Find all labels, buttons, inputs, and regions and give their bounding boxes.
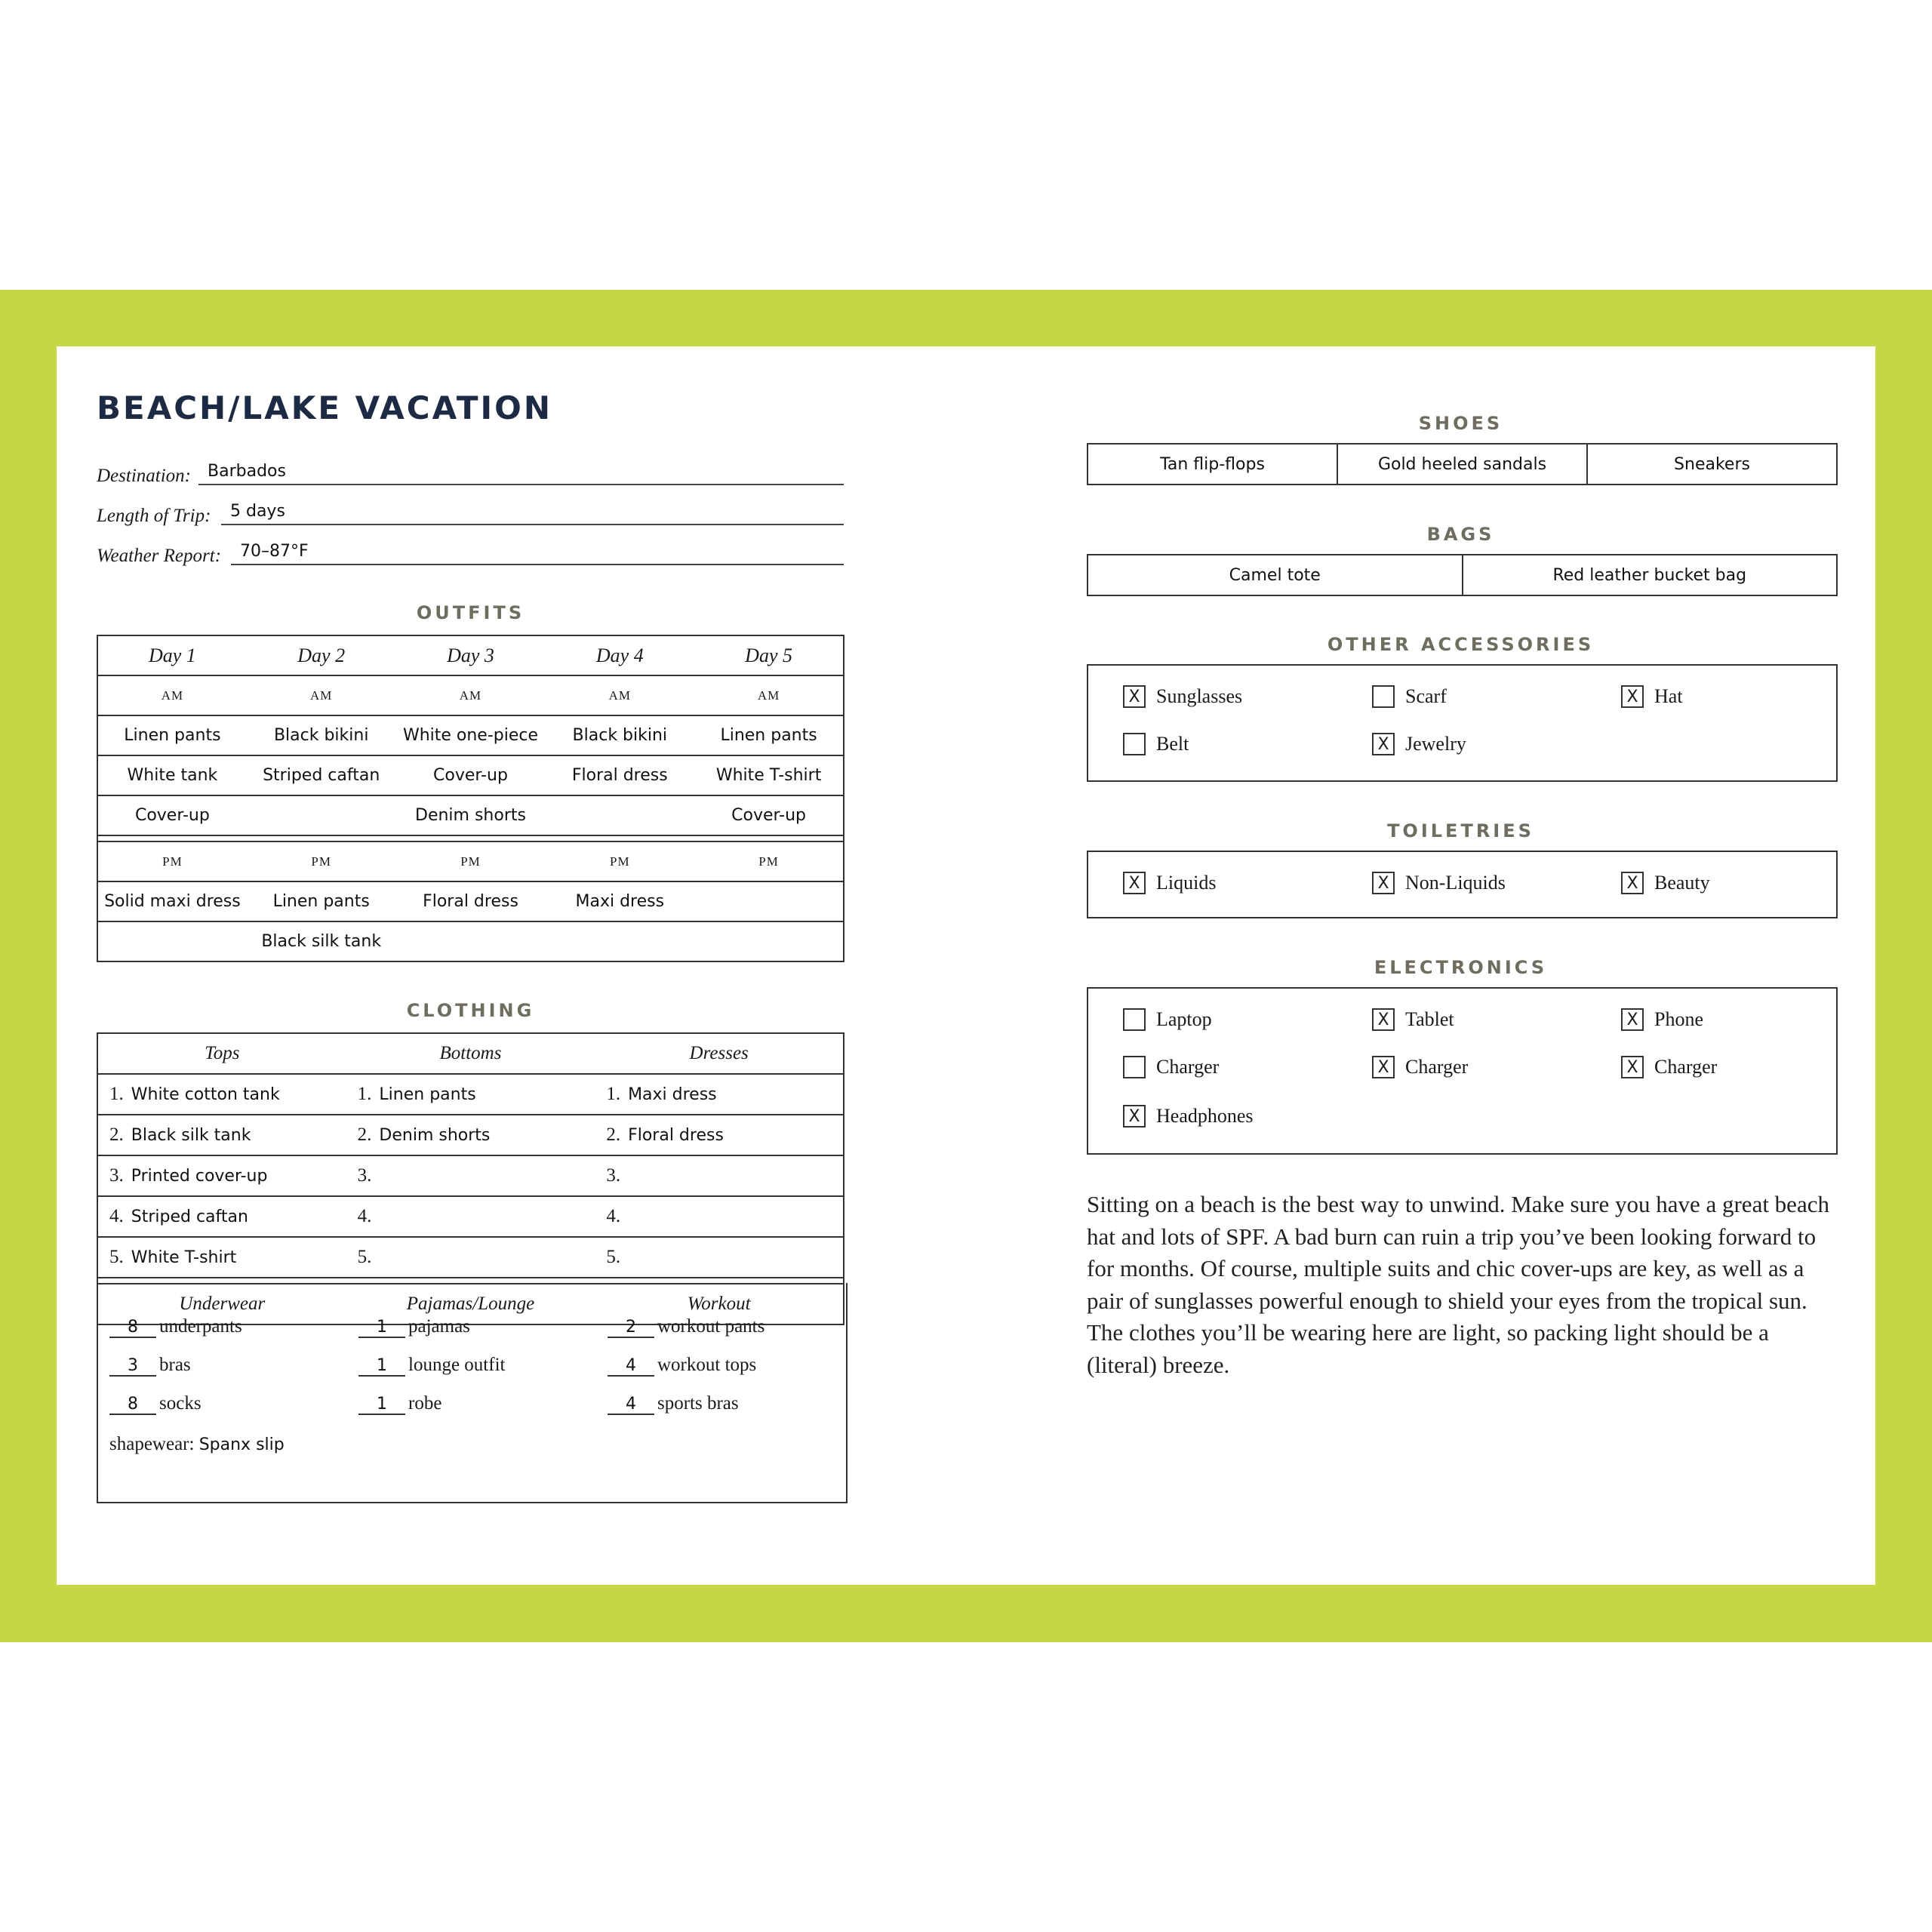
clothing-row	[97, 1237, 844, 1278]
check-box[interactable]: X	[1372, 872, 1395, 894]
row-number: 1.	[606, 1084, 621, 1104]
row-number: 5.	[606, 1247, 621, 1267]
row-number: 3.	[606, 1165, 621, 1186]
count-line	[608, 1393, 739, 1415]
destination-value: Barbados	[208, 462, 286, 481]
check-box[interactable]: X	[1372, 1056, 1395, 1078]
checkbox-item[interactable]	[1372, 733, 1466, 755]
count-line	[608, 1316, 764, 1338]
bags-list	[1087, 554, 1838, 596]
pm-label: PM	[396, 841, 546, 881]
count-line	[358, 1316, 470, 1338]
outfit-cell	[396, 921, 546, 961]
check-box[interactable]	[1123, 1008, 1146, 1031]
outfit-row	[97, 795, 844, 835]
row-number: 2.	[606, 1124, 621, 1145]
count-value: 4	[608, 1395, 654, 1415]
shapewear-value: Spanx slip	[198, 1435, 285, 1454]
weather-row	[97, 538, 844, 568]
clothing-item: White cotton tank	[131, 1085, 280, 1104]
count-line	[109, 1316, 242, 1338]
outfit-row	[97, 921, 844, 961]
check-box[interactable]: X	[1123, 872, 1146, 894]
checkbox-label: Tablet	[1405, 1008, 1454, 1030]
checkbox-label: Charger	[1654, 1056, 1718, 1078]
count-value: 3	[109, 1356, 156, 1377]
am-label: AM	[694, 675, 844, 715]
row-number: 2.	[357, 1124, 372, 1145]
outfits-heading: OUTFITS	[416, 602, 525, 623]
check-box[interactable]: X	[1123, 685, 1146, 708]
row-number: 2.	[109, 1124, 124, 1145]
shoes-list	[1087, 443, 1838, 485]
outfit-cell: Cover-up	[97, 795, 247, 835]
count-value: 1	[358, 1318, 405, 1338]
count-line	[109, 1355, 191, 1377]
am-label: AM	[247, 675, 396, 715]
day-header: Day 1	[97, 635, 247, 675]
count-item: pajamas	[408, 1316, 470, 1337]
shoe-item: Tan flip-flops	[1088, 445, 1338, 484]
length-label: Length of Trip:	[97, 506, 211, 526]
check-box[interactable]	[1123, 1056, 1146, 1078]
checkbox-item[interactable]	[1372, 1008, 1454, 1031]
clothing-row	[97, 1115, 844, 1155]
shoes-heading: SHOES	[1418, 413, 1503, 434]
pm-label: PM	[247, 841, 396, 881]
check-box[interactable]: X	[1621, 685, 1644, 708]
shoe-item: Gold heeled sandals	[1338, 445, 1588, 484]
checkbox-item[interactable]	[1123, 1056, 1219, 1078]
row-number: 4.	[357, 1206, 372, 1226]
outfit-row	[97, 881, 844, 921]
outfit-cell	[97, 921, 247, 961]
toiletries-heading: TOILETRIES	[1387, 820, 1534, 841]
row-number: 3.	[357, 1165, 372, 1186]
check-box[interactable]: X	[1621, 1008, 1644, 1031]
checkbox-label: Hat	[1654, 685, 1683, 707]
check-box[interactable]: X	[1372, 733, 1395, 755]
am-label: AM	[97, 675, 247, 715]
count-value: 2	[608, 1318, 654, 1338]
outfit-cell	[694, 881, 844, 921]
pm-label: PM	[694, 841, 844, 881]
column-header: Underwear	[97, 1284, 346, 1324]
row-number: 4.	[606, 1206, 621, 1226]
column-header: Pajamas/Lounge	[346, 1284, 595, 1324]
count-item: bras	[159, 1355, 191, 1375]
outfit-cell: Linen pants	[97, 715, 247, 755]
pm-label: PM	[97, 841, 247, 881]
checkbox-item[interactable]	[1123, 1008, 1212, 1031]
count-value: 8	[109, 1395, 156, 1415]
clothing-item: Floral dress	[628, 1126, 724, 1145]
row-number: 5.	[109, 1247, 124, 1267]
row-number: 5.	[357, 1247, 372, 1267]
checkbox-item[interactable]	[1123, 685, 1242, 708]
am-pm-divider	[97, 835, 844, 841]
accessories-panel	[1087, 664, 1838, 782]
checkbox-item[interactable]	[1123, 733, 1189, 755]
outfit-cell: Floral dress	[545, 755, 694, 795]
checkbox-label: Jewelry	[1405, 733, 1466, 755]
count-value: 1	[358, 1356, 405, 1377]
pm-label: PM	[545, 841, 694, 881]
day-header: Day 5	[694, 635, 844, 675]
outfit-cell: Linen pants	[694, 715, 844, 755]
clothing-header-row	[97, 1033, 844, 1074]
outfits-table	[97, 635, 844, 962]
column-header: Dresses	[595, 1033, 844, 1074]
column-header: Tops	[97, 1033, 346, 1074]
page-title: BEACH/LAKE VACATION	[97, 389, 553, 426]
pm-label-row	[97, 841, 844, 881]
shoe-item: Sneakers	[1674, 454, 1750, 474]
am-label: AM	[545, 675, 694, 715]
clothing-item: Linen pants	[379, 1085, 476, 1104]
toiletries-panel	[1087, 851, 1838, 918]
checkbox-item[interactable]	[1621, 872, 1710, 894]
outfit-cell: Maxi dress	[545, 881, 694, 921]
clothing-item: Printed cover-up	[131, 1167, 268, 1186]
weather-line	[231, 541, 844, 565]
checkbox-item[interactable]	[1123, 1105, 1254, 1128]
destination-label: Destination:	[97, 466, 191, 486]
count-value: 1	[358, 1395, 405, 1415]
checkbox-item[interactable]	[1372, 872, 1506, 894]
undergarments-panel	[97, 1283, 848, 1503]
accessories-heading: OTHER ACCESSORIES	[1327, 634, 1595, 655]
clothing-item: Striped caftan	[131, 1208, 248, 1226]
outfit-cell: Black silk tank	[261, 932, 382, 951]
count-item: workout pants	[657, 1316, 765, 1337]
outfit-cell: Solid maxi dress	[97, 881, 247, 921]
outfits-day-row	[97, 635, 844, 675]
checkbox-item[interactable]	[1123, 872, 1216, 894]
clothing-table	[97, 1032, 844, 1325]
row-number: 4.	[109, 1206, 124, 1226]
checkbox-item[interactable]	[1621, 1008, 1703, 1031]
destination-row	[97, 458, 844, 488]
shapewear-line	[109, 1434, 285, 1455]
count-item: underpants	[159, 1316, 242, 1337]
checkbox-label: Phone	[1654, 1008, 1703, 1030]
day-header: Day 2	[247, 635, 396, 675]
length-line	[221, 501, 844, 525]
row-number: 3.	[109, 1165, 124, 1186]
checkbox-label: Belt	[1156, 733, 1189, 755]
column-header: Bottoms	[346, 1033, 595, 1074]
outfit-cell	[545, 921, 694, 961]
day-header: Day 4	[545, 635, 694, 675]
am-label-row	[97, 675, 844, 715]
row-number: 1.	[109, 1084, 124, 1104]
electronics-panel	[1087, 987, 1838, 1155]
outfit-cell: Black bikini	[247, 715, 396, 755]
clothing-item: Maxi dress	[628, 1085, 717, 1104]
count-line	[358, 1393, 441, 1415]
outfit-cell: Striped caftan	[247, 755, 396, 795]
checkbox-label: Laptop	[1156, 1008, 1212, 1030]
outfit-cell: Denim shorts	[396, 795, 546, 835]
outfit-cell: Cover-up	[694, 795, 844, 835]
outfit-cell: White tank	[97, 755, 247, 795]
count-item: workout tops	[657, 1355, 757, 1375]
count-line	[109, 1393, 202, 1415]
checkbox-item[interactable]	[1621, 1056, 1717, 1078]
count-item: lounge outfit	[408, 1355, 506, 1375]
bag-item: Red leather bucket bag	[1552, 565, 1747, 585]
checkbox-item[interactable]	[1621, 685, 1683, 708]
outfit-row	[97, 755, 844, 795]
destination-line	[198, 461, 844, 485]
bag-item: Camel tote	[1088, 555, 1463, 595]
count-item: sports bras	[657, 1393, 739, 1414]
check-box[interactable]: X	[1372, 1008, 1395, 1031]
clothing-item: Black silk tank	[131, 1126, 251, 1145]
length-row	[97, 498, 844, 528]
checkbox-label: Liquids	[1156, 872, 1217, 894]
outfit-cell	[247, 795, 396, 835]
outfit-row	[97, 715, 844, 755]
count-item: robe	[408, 1393, 442, 1414]
checkbox-item[interactable]	[1372, 685, 1447, 708]
am-label: AM	[396, 675, 546, 715]
outfit-cell: Black bikini	[545, 715, 694, 755]
check-box[interactable]: X	[1123, 1105, 1146, 1128]
outfit-cell: White one-piece	[396, 715, 546, 755]
outfit-cell: Linen pants	[247, 881, 396, 921]
clothing-row	[97, 1155, 844, 1196]
checkbox-label: Headphones	[1156, 1105, 1254, 1127]
count-value: 4	[608, 1356, 654, 1377]
outfit-cell	[694, 921, 844, 961]
count-line	[358, 1355, 505, 1377]
column-header: Workout	[595, 1284, 844, 1324]
bags-heading: BAGS	[1426, 524, 1495, 545]
outfit-cell: White T-shirt	[694, 755, 844, 795]
check-box[interactable]: X	[1621, 1056, 1644, 1078]
clothing-item: White T-shirt	[131, 1248, 237, 1267]
length-value: 5 days	[230, 502, 285, 521]
outfit-cell: Floral dress	[396, 881, 546, 921]
checkbox-label: Charger	[1156, 1056, 1220, 1078]
checkbox-label: Scarf	[1405, 685, 1447, 707]
checkbox-label: Charger	[1405, 1056, 1469, 1078]
shapewear-label: shapewear:	[109, 1434, 195, 1454]
checkbox-label: Sunglasses	[1156, 685, 1243, 707]
clothing-row	[97, 1074, 844, 1115]
row-number: 1.	[357, 1084, 372, 1104]
electronics-heading: ELECTRONICS	[1374, 957, 1548, 978]
intro-paragraph: Sitting on a beach is the best way to unwind. Make sure you have a great beach hat and lots of SPF. A bad burn can ruin a trip you’ve been looking forward to for months. Of course, multiple suits and chic cover-ups are key, as well as a pair of sunglasses powerful enough to shield your eyes from the tropical sun. The clothes you’ll be wearing here are light, so packing light should be a (literal) breeze.	[1087, 1191, 1829, 1378]
day-header: Day 3	[396, 635, 546, 675]
weather-value: 70–87°F	[240, 542, 309, 561]
count-line	[608, 1355, 756, 1377]
check-box[interactable]: X	[1621, 872, 1644, 894]
count-value: 8	[109, 1318, 156, 1338]
check-box[interactable]	[1372, 685, 1395, 708]
weather-label: Weather Report:	[97, 546, 222, 566]
check-box[interactable]	[1123, 733, 1146, 755]
checkbox-item[interactable]	[1372, 1056, 1468, 1078]
outfit-cell: Cover-up	[396, 755, 546, 795]
count-item: socks	[159, 1393, 202, 1414]
clothing-heading: CLOTHING	[406, 1000, 535, 1021]
checkbox-label: Non-Liquids	[1405, 872, 1506, 894]
outfit-cell	[545, 795, 694, 835]
clothing-item: Denim shorts	[379, 1126, 491, 1145]
checkbox-label: Beauty	[1654, 872, 1710, 894]
clothing-row	[97, 1196, 844, 1237]
